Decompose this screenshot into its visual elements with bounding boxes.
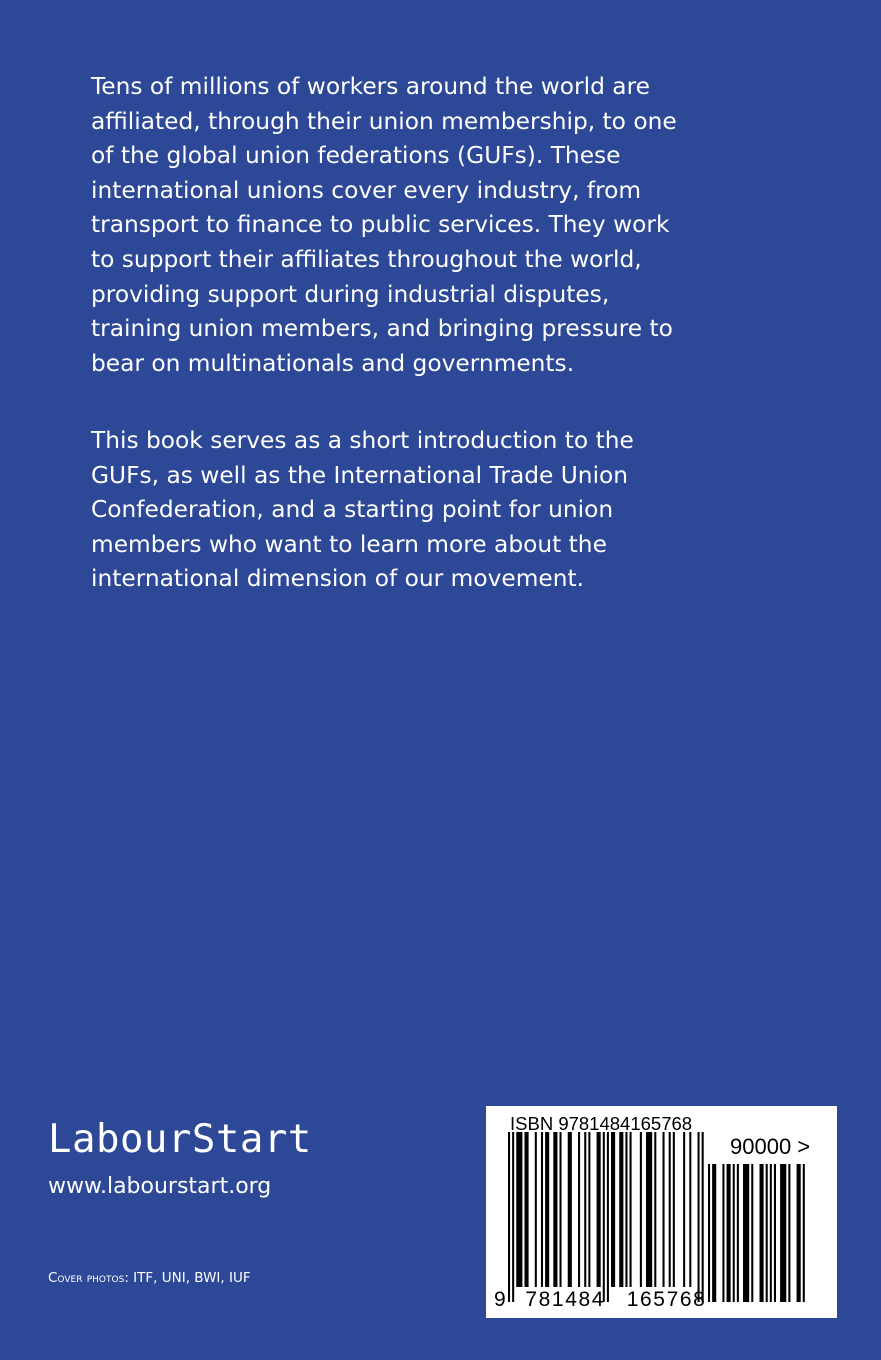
addon-bar <box>760 1164 764 1302</box>
barcode-bar <box>673 1132 675 1287</box>
barcode-bar <box>669 1132 671 1287</box>
publisher-url: www.labourstart.org <box>48 1174 272 1199</box>
barcode-bar <box>625 1132 627 1287</box>
addon-bar <box>797 1164 801 1302</box>
description-line: providing support during industrial disputes, <box>91 280 610 308</box>
description-paragraph-2 <box>91 424 751 597</box>
description-line: international dimension of our movement. <box>91 565 585 593</box>
barcode-bar <box>516 1132 522 1287</box>
addon-bar <box>733 1164 735 1302</box>
isbn-barcode <box>486 1106 837 1318</box>
barcode-guard-bar <box>512 1132 514 1302</box>
description-line: GUFs, as well as the International Trade Union <box>91 461 629 489</box>
isbn-label: ISBN 9781484165768 <box>510 1113 693 1134</box>
addon-bar <box>708 1164 710 1302</box>
description-line: international unions cover every industry, from <box>91 176 642 204</box>
barcode-bar <box>535 1132 537 1287</box>
addon-bar <box>774 1164 776 1302</box>
description-paragraph-1 <box>91 70 751 381</box>
addon-bar <box>712 1164 716 1302</box>
barcode-bar <box>560 1132 562 1287</box>
description-line: Confederation, and a starting point for union <box>91 496 614 524</box>
barcode-guard-bar <box>702 1132 704 1302</box>
barcode-bar <box>584 1132 586 1287</box>
barcode-bar <box>541 1132 543 1287</box>
addon-bar <box>803 1164 805 1302</box>
description-line: members who want to learn more about the <box>91 530 607 558</box>
barcode-guard-bar <box>508 1132 510 1302</box>
barcode-guard-bar <box>698 1132 700 1302</box>
description-line: to support their affiliates throughout the world, <box>91 245 642 273</box>
barcode-bar <box>663 1132 665 1287</box>
barcode-bar <box>545 1132 549 1287</box>
barcode-bar <box>630 1132 632 1287</box>
addon-bar <box>766 1164 768 1302</box>
addon-bar <box>727 1164 731 1302</box>
ean-digits <box>494 1288 706 1312</box>
ean-digit-first: 9 <box>494 1288 506 1311</box>
price-code: 90000 > <box>730 1134 811 1159</box>
description-line: training union members, and bringing pressure to <box>91 315 673 343</box>
barcode-guard-bar <box>607 1132 609 1302</box>
cover-photo-credits <box>48 1268 251 1288</box>
barcode-bar <box>654 1132 656 1287</box>
addon-bar <box>770 1164 772 1302</box>
addon-bar <box>751 1164 753 1302</box>
barcode-bar <box>568 1132 572 1287</box>
barcode-bar <box>619 1132 623 1287</box>
description-line: bear on multinationals and governments. <box>91 349 575 377</box>
description-line: of the global union federations (GUFs). These <box>91 142 621 170</box>
description-line: This book serves as a short introduction to the <box>91 427 634 454</box>
barcode-bar <box>689 1132 691 1287</box>
credits-names: ITF, UNI, BWI, IUF <box>133 1270 251 1286</box>
credits-prefix: Cover photos: <box>48 1270 129 1286</box>
barcode-bar <box>646 1132 652 1287</box>
publisher-logo-text: LabourStart <box>48 1117 312 1162</box>
barcode-bar <box>553 1132 557 1287</box>
barcode-bar <box>611 1132 615 1287</box>
addon-bar <box>743 1164 749 1302</box>
ean-digits-right: 165768 <box>626 1288 707 1311</box>
barcode-bar <box>588 1132 590 1287</box>
description-line: Tens of millions of workers around the world are <box>91 73 650 100</box>
description-line: affiliated, through their union membership, to one <box>91 107 677 135</box>
addon-bar <box>737 1164 739 1302</box>
addon-bar <box>722 1164 724 1302</box>
addon-bar <box>780 1164 786 1302</box>
barcode-bar <box>597 1132 601 1287</box>
description-line: transport to finance to public services. They work <box>91 211 670 239</box>
ean-digits-left: 781484 <box>525 1288 606 1311</box>
barcode-guard-bar <box>603 1132 605 1302</box>
barcode-bar <box>524 1132 528 1287</box>
barcode-bar <box>640 1132 642 1287</box>
barcode-bar <box>578 1132 580 1287</box>
addon-bar <box>788 1164 790 1302</box>
barcode-bar <box>683 1132 685 1287</box>
